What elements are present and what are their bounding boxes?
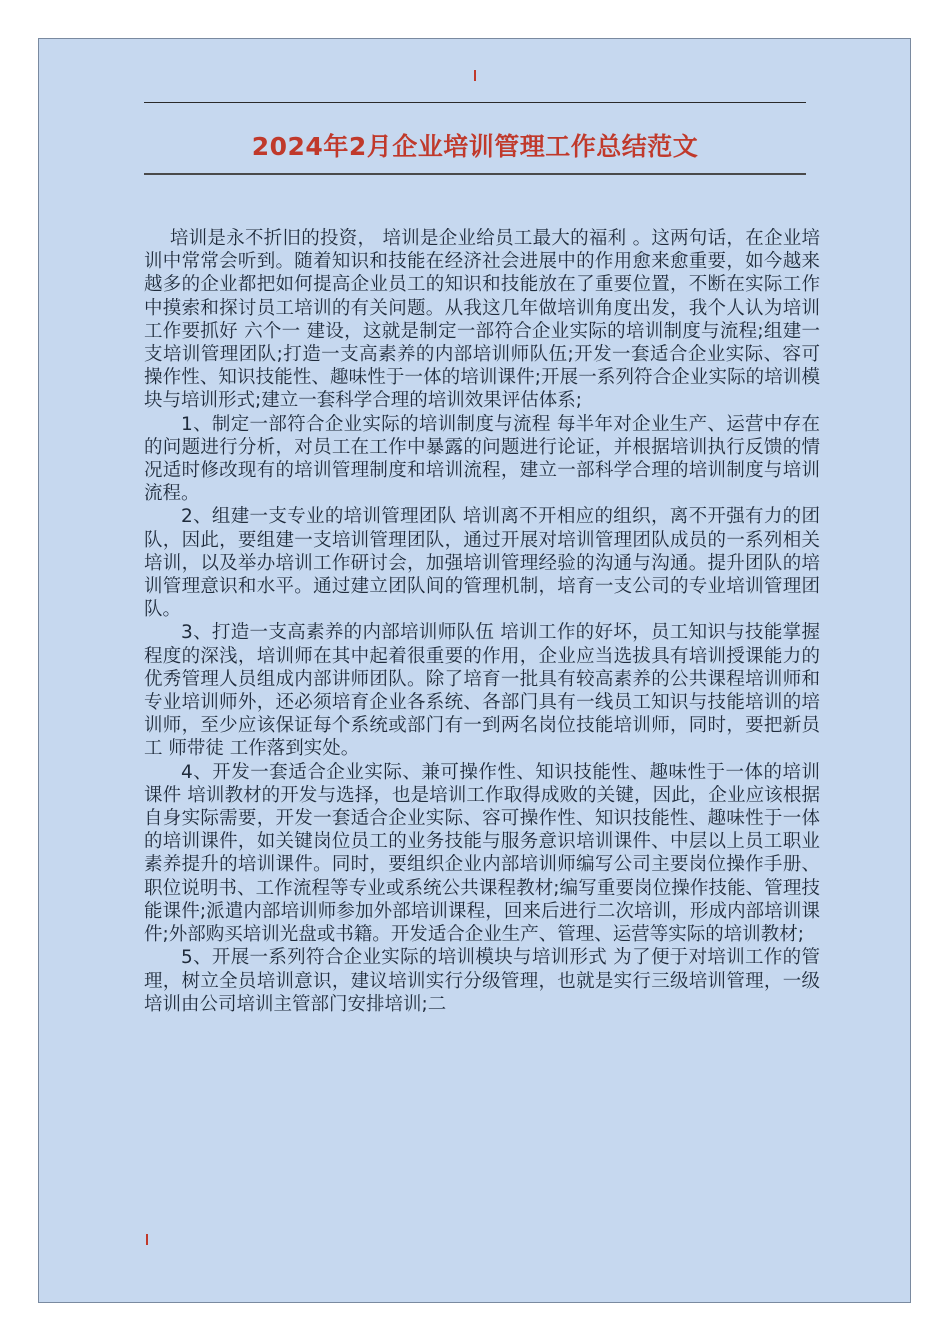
document-title: 2024年2月企业培训管理工作总结范文	[251, 132, 699, 161]
section-paragraph-3: 3、打造一支高素养的内部培训师队伍 培训工作的好坏，员工知识与技能掌握程度的深浅，培训师在其中起着很重要的作用，企业应当选拔具有培训授课能力的优秀管理人员组成内部讲师团队。除了培育一批具有较高素养的公共课程培训师和专业培训师外，还必须培育企业各系统、各部门具有一线员工知识与技能培训的培训师，至少应该保证每个系统或部门有一到两名岗位技能培训师，同时，要把新员工 师带徒 工作落到实处。	[144, 622, 820, 760]
intro-paragraph: 培训是永不折旧的投资， 培训是企业给员工最大的福利 。这两句话，在企业培训中常常会听到。随着知识和技能在经济社会进展中的作用愈来愈重要，如今越来越多的企业都把如何提高企业员工的知识和技能放在了重要位置，不断在实际工作中摸索和探讨员工培训的有关问题。从我这几年做培训角度出发，我个人认为培训工作要抓好 六个一 建设，这就是制定一部符合企业实际的培训制度与流程;组建一支培训管理团队;打造一支高素养的内部培训师队伍;开发一套适合企业实际、容可操作性、知识技能性、趣味性于一体的培训课件;开展一系列符合企业实际的培训模块与培训形式;建立一套科学合理的培训效果评估体系;	[144, 228, 820, 412]
section-paragraph-1: 1、制定一部符合企业实际的培训制度与流程 每半年对企业生产、运营中存在的问题进行分析，对员工在工作中暴露的问题进行论证，并根据培训执行反馈的情况适时修改现有的培训管理制度和培训流程，建立一部科学合理的培训制度与培训流程。	[144, 413, 820, 505]
header-rule	[144, 102, 806, 103]
title-rule	[144, 173, 806, 175]
footer-mark	[146, 1234, 148, 1245]
section-paragraph-2: 2、组建一支专业的培训管理团队 培训离不开相应的组织，离不开强有力的团队，因此，要组建一支培训管理团队，通过开展对培训管理团队成员的一系列相关培训，以及举办培训工作研讨会，加强培训管理经验的沟通与沟通。提升团队的培训管理意识和水平。通过建立团队间的管理机制，培育一支公司的专业培训管理团队。	[144, 506, 820, 621]
section-paragraph-5: 5、开展一系列符合企业实际的培训模块与培训形式 为了便于对培训工作的管理，树立全员培训意识，建议培训实行分级管理，也就是实行三级培训管理，一级培训由公司培训主管部门安排培训;二	[144, 947, 820, 1015]
header-mark	[474, 70, 476, 81]
document-body	[144, 227, 820, 1016]
section-paragraph-4: 4、开发一套适合企业实际、兼可操作性、知识技能性、趣味性于一体的培训课件 培训教材的开发与选择，也是培训工作取得成败的关键，因此，企业应该根据自身实际需要，开发一套适合企业实际、容可操作性、知识技能性、趣味性于一体的培训课件，如关键岗位员工的业务技能与服务意识培训课件、中层以上员工职业素养提升的培训课件。同时，要组织企业内部培训师编写公司主要岗位操作手册、职位说明书、工作流程等专业或系统公共课程教材;编写重要岗位操作技能、管理技能课件;派遣内部培训师参加外部培训课程，回来后进行二次培训，形成内部培训课件;外部购买培训光盘或书籍。开发适合企业生产、管理、运营等实际的培训教材;	[144, 761, 820, 946]
